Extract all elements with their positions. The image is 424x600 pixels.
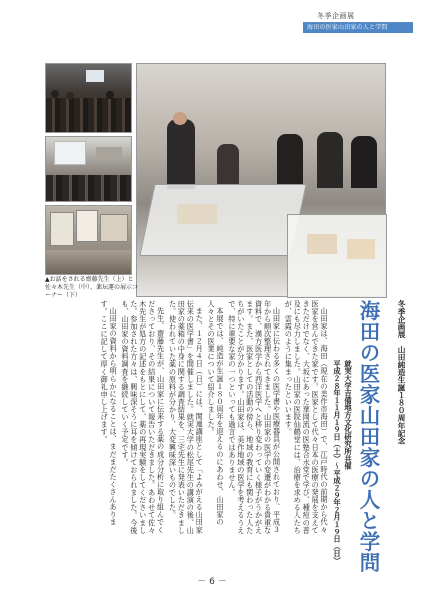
- article-paragraph: 先生、齋藤先生が、山田家に伝来する薬の成分分析に取り組んでくださっており、その結果について報告いただきました。あわせて佐々木先生が処方の記述をもとにして、薬の再現実験をしてくださいました。参加された方々は、興味深そうに耳を傾けておられました。今後も、山田家の資料調査を継続していく予定です。: [120, 300, 166, 535]
- photo-presentation: [45, 136, 132, 202]
- photo-exhibition-hall: [136, 63, 386, 297]
- article-title: 海田の医家山田家の人と学問: [356, 300, 380, 573]
- photo-lecture-audience: [45, 63, 132, 133]
- article-paragraph: また、１２月４日（日）には、関連講座として「よみがえる山田家伝来の医学書」を開催しました。就実大学の松尾先生の講演の後、山田家の薬箱の中身に関する調査結果を、三宅先生に発表いただきました。使われていた薬の原料が分かり、大変興味深いものでした。: [168, 300, 205, 535]
- section-tag: [303, 11, 413, 33]
- article-paragraph: 山田家の資料から明らかになることは、まだまだたくさんあります。ここに記して厚く御礼申し上げます。: [100, 300, 119, 527]
- article-paragraph: 山田家は、海田（現在の美作市海田）で、江戸時代の前期から代々医家を営んできた家です。医家として代々日本の医療の発展を支えてきただけでなく、大坂にあった華岡流の医塾合水堂で学び、種痘の普及にも尽力しました。山田家の医院仙鶴堂には、治療を求める人たちが、雲霞のように集まったといいます。: [284, 300, 329, 535]
- section-subtitle: 海田の医家山田家の人と学問: [303, 23, 413, 33]
- article-sponsor: 就実大学吉備地方文化研究所共催: [344, 360, 353, 470]
- section-label: 冬季企画展: [303, 11, 413, 23]
- article-kicker: 冬季企画展 山田純造生誕１８０周年記念: [397, 300, 406, 445]
- page-number: － 6 －: [197, 577, 227, 587]
- article-paragraph: 山田家に伝わる多くの医学書や医療器具が公開されており、平成３年から順次整理されてきました。山田家の医学の変遷がわかる貴重な資料で、漢方医学から西洋医学へと移り変わっていく様子がうかがえます。また、医家としての活動の傍ら、地域の教育にも関わった人たちがいたことが分かります。山田家は、美作地域の医学を考えるうえで、特に重要な家の一つといっても過言ではありません。: [227, 300, 282, 535]
- article-dates: 平成２８年１１月１９日（土）～平成２９年２月１９日（日）: [333, 360, 342, 565]
- photo-exhibit-corner: [45, 205, 132, 275]
- article-paragraph: 本展では、純造が生誕１８０周年を迎えるのにあわせ、山田家の人々とその医業について紹介しました。: [207, 300, 226, 527]
- photo-caption: ▲お話をされる齋藤先生（上）と佐々木先生（中）、薬坛運の展示コーナー（下）: [45, 276, 139, 299]
- article-body: [45, 300, 328, 535]
